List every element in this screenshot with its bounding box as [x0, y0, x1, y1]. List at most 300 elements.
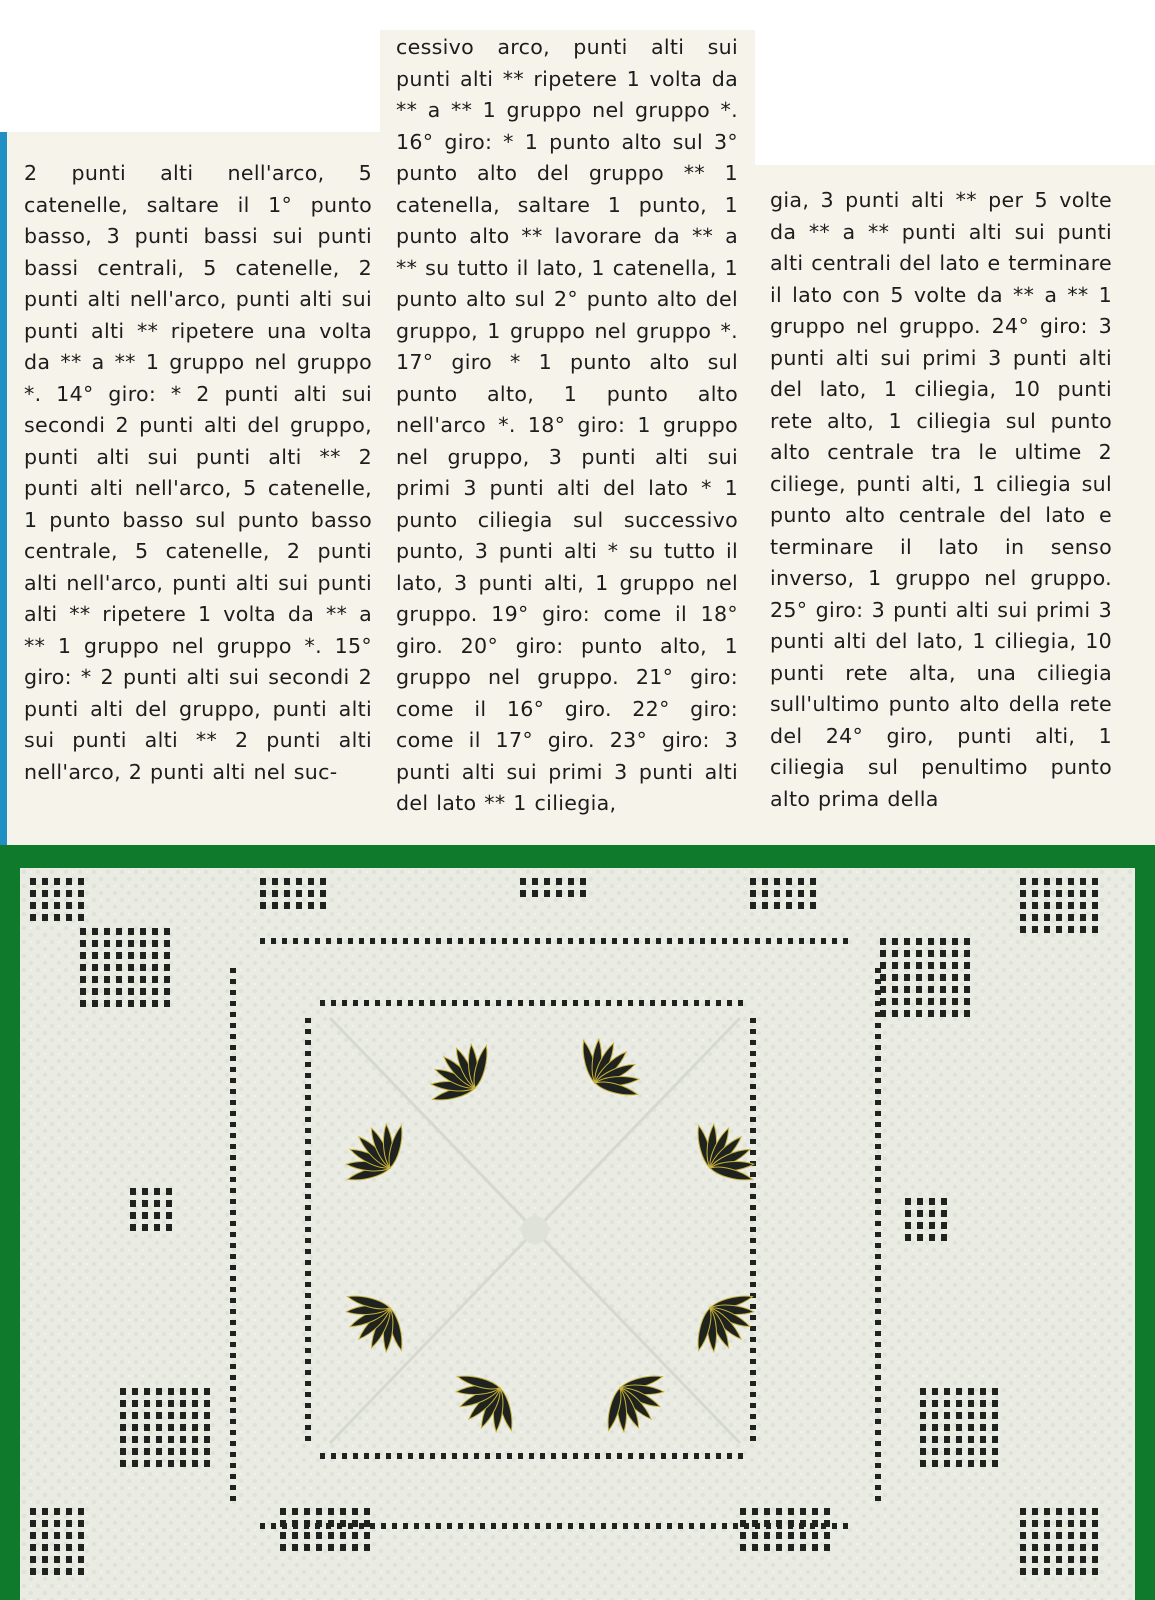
mesh-block-bottom-right	[992, 1412, 998, 1419]
mesh-strip-top-middle	[556, 878, 562, 885]
mesh-strip-bottom	[328, 1532, 334, 1539]
mesh-corner-bottom-left	[78, 1568, 84, 1575]
mesh-corner-top-right	[1056, 914, 1062, 921]
mesh-motif-left	[130, 1188, 136, 1195]
mesh-motif-left	[142, 1200, 148, 1207]
eyelet-col-outer-left	[230, 1331, 236, 1336]
eyelet-row-inner-bottom	[364, 1453, 369, 1459]
mesh-block-bottom-right	[980, 1400, 986, 1407]
mesh-motif-right	[929, 1234, 935, 1241]
mesh-block-bottom-left	[168, 1448, 174, 1455]
eyelet-row-outer-top	[777, 938, 782, 944]
mesh-corner-bottom-right	[1044, 1532, 1050, 1539]
mesh-block-bottom-left	[120, 1424, 126, 1431]
mesh-block-bottom-right	[992, 1400, 998, 1407]
eyelet-col-inner-left	[305, 1260, 311, 1265]
eyelet-row-outer-top	[469, 938, 474, 944]
eyelet-row-outer-bottom	[370, 1523, 375, 1529]
mesh-strip-bottom-right	[740, 1544, 746, 1551]
mesh-strip-bottom	[352, 1544, 358, 1551]
mesh-block-bottom-left	[120, 1436, 126, 1443]
mesh-block-bottom-right	[992, 1436, 998, 1443]
mesh-block-top-right	[880, 986, 886, 993]
mesh-corner-bottom-right	[1068, 1556, 1074, 1563]
mesh-corner-bottom-left	[30, 1556, 36, 1563]
eyelet-row-outer-top	[689, 938, 694, 944]
mesh-strip-bottom-right	[812, 1520, 818, 1527]
eyelet-col-outer-left	[230, 979, 236, 984]
mesh-strip-bottom-right	[764, 1520, 770, 1527]
eyelet-col-outer-left	[230, 1408, 236, 1413]
mesh-block-top-left	[116, 1000, 122, 1007]
mesh-block-bottom-right	[920, 1400, 926, 1407]
eyelet-row-inner-bottom	[716, 1453, 721, 1459]
mesh-block-top-left	[164, 952, 170, 959]
mesh-corner-bottom-left	[42, 1556, 48, 1563]
mesh-motif-right	[941, 1210, 947, 1217]
mesh-block-top-left	[164, 988, 170, 995]
mesh-motif-left	[130, 1224, 136, 1231]
mesh-block-bottom-left	[156, 1460, 162, 1467]
mesh-corner-bottom-right	[1092, 1568, 1098, 1575]
mesh-block-top-left	[104, 940, 110, 947]
mesh-corner-bottom-right	[1068, 1532, 1074, 1539]
eyelet-col-outer-left	[230, 1144, 236, 1149]
eyelet-col-inner-left	[305, 1095, 311, 1100]
mesh-block-bottom-left	[132, 1460, 138, 1467]
mesh-block-bottom-left	[192, 1436, 198, 1443]
mesh-motif-left	[130, 1212, 136, 1219]
eyelet-col-inner-left	[305, 1315, 311, 1320]
eyelet-col-outer-right	[875, 1309, 881, 1314]
mesh-block-bottom-left	[168, 1400, 174, 1407]
mesh-corner-bottom-left	[66, 1520, 72, 1527]
eyelet-col-inner-left	[305, 1150, 311, 1155]
eyelet-col-outer-left	[230, 1276, 236, 1281]
eyelet-row-outer-top	[425, 938, 430, 944]
eyelet-col-inner-left	[305, 1238, 311, 1243]
eyelet-row-inner-top	[441, 1000, 446, 1006]
eyelet-row-inner-top	[518, 1000, 523, 1006]
mesh-strip-top	[308, 878, 314, 885]
eyelet-row-outer-bottom	[601, 1523, 606, 1529]
mesh-strip-top	[320, 902, 326, 909]
mesh-block-top-right	[940, 950, 946, 957]
eyelet-col-outer-right	[875, 1243, 881, 1248]
eyelet-row-inner-top	[573, 1000, 578, 1006]
eyelet-col-inner-right	[750, 1040, 756, 1045]
mesh-corner-top-left	[54, 890, 60, 897]
mesh-corner-bottom-right	[1044, 1544, 1050, 1551]
mesh-block-top-right	[892, 938, 898, 945]
eyelet-row-inner-top	[650, 1000, 655, 1006]
mesh-block-top-left	[104, 928, 110, 935]
eyelet-col-outer-right	[875, 1463, 881, 1468]
mesh-block-bottom-left	[180, 1388, 186, 1395]
mesh-corner-bottom-left	[78, 1544, 84, 1551]
eyelet-col-inner-left	[305, 1073, 311, 1078]
eyelet-col-outer-left	[230, 1265, 236, 1270]
mesh-block-bottom-left	[156, 1388, 162, 1395]
mesh-block-top-right	[928, 998, 934, 1005]
mesh-block-bottom-left	[204, 1448, 210, 1455]
mesh-block-top-left	[80, 952, 86, 959]
mesh-block-top-left	[80, 988, 86, 995]
mesh-block-bottom-left	[144, 1460, 150, 1467]
mesh-corner-top-right	[1056, 890, 1062, 897]
eyelet-row-outer-top	[546, 938, 551, 944]
mesh-block-top-right	[904, 962, 910, 969]
eyelet-row-outer-top	[271, 938, 276, 944]
mesh-corner-bottom-right	[1080, 1544, 1086, 1551]
eyelet-col-outer-right	[875, 1474, 881, 1479]
eyelet-row-outer-bottom	[447, 1523, 452, 1529]
eyelet-row-inner-bottom	[551, 1453, 556, 1459]
eyelet-col-outer-right	[875, 1056, 881, 1061]
eyelet-col-outer-left	[230, 1078, 236, 1083]
mesh-block-top-left	[152, 952, 158, 959]
mesh-corner-bottom-right	[1044, 1520, 1050, 1527]
eyelet-col-outer-right	[875, 1254, 881, 1259]
eyelet-row-inner-top	[419, 1000, 424, 1006]
mesh-motif-right	[929, 1198, 935, 1205]
mesh-corner-top-left	[42, 878, 48, 885]
eyelet-row-outer-top	[414, 938, 419, 944]
eyelet-row-outer-top	[381, 938, 386, 944]
eyelet-col-outer-left	[230, 1166, 236, 1171]
eyelet-row-outer-top	[315, 938, 320, 944]
eyelet-col-inner-left	[305, 1304, 311, 1309]
mesh-corner-top-left	[30, 890, 36, 897]
mesh-strip-bottom-right	[764, 1508, 770, 1515]
eyelet-col-outer-right	[875, 1375, 881, 1380]
mesh-block-top-left	[92, 952, 98, 959]
mesh-strip-bottom	[364, 1532, 370, 1539]
eyelet-col-outer-left	[230, 1441, 236, 1446]
eyelet-col-outer-right	[875, 1089, 881, 1094]
eyelet-row-inner-bottom	[397, 1453, 402, 1459]
mesh-block-bottom-left	[180, 1436, 186, 1443]
mesh-corner-bottom-right	[1068, 1508, 1074, 1515]
eyelet-row-inner-top	[705, 1000, 710, 1006]
mesh-motif-left	[154, 1224, 160, 1231]
eyelet-col-outer-right	[875, 1122, 881, 1127]
mesh-block-top-right	[892, 998, 898, 1005]
mesh-block-bottom-right	[944, 1424, 950, 1431]
mesh-corner-top-left	[66, 878, 72, 885]
mesh-corner-top-right	[1092, 902, 1098, 909]
mesh-strip-bottom	[340, 1532, 346, 1539]
eyelet-row-outer-top	[491, 938, 496, 944]
mesh-corner-bottom-right	[1020, 1508, 1026, 1515]
eyelet-col-inner-left	[305, 1029, 311, 1034]
eyelet-row-outer-top	[579, 938, 584, 944]
mesh-corner-top-right	[1092, 914, 1098, 921]
mesh-corner-top-right	[1044, 878, 1050, 885]
mesh-corner-bottom-right	[1056, 1508, 1062, 1515]
eyelet-col-outer-right	[875, 1441, 881, 1446]
mesh-corner-bottom-right	[1032, 1544, 1038, 1551]
eyelet-col-inner-right	[750, 1227, 756, 1232]
mesh-block-top-left	[104, 1000, 110, 1007]
mesh-strip-bottom	[340, 1544, 346, 1551]
mesh-block-top-left	[152, 964, 158, 971]
mesh-strip-bottom	[328, 1508, 334, 1515]
mesh-strip-bottom-right	[800, 1544, 806, 1551]
eyelet-col-inner-right	[750, 1205, 756, 1210]
mesh-block-bottom-right	[956, 1412, 962, 1419]
mesh-block-top-left	[128, 964, 134, 971]
eyelet-col-inner-right	[750, 1216, 756, 1221]
mesh-block-top-right	[964, 938, 970, 945]
mesh-block-bottom-left	[168, 1460, 174, 1467]
eyelet-col-inner-right	[750, 1348, 756, 1353]
eyelet-col-outer-right	[875, 1364, 881, 1369]
mesh-strip-bottom-right	[740, 1508, 746, 1515]
eyelet-col-inner-right	[750, 1150, 756, 1155]
eyelet-row-inner-bottom	[518, 1453, 523, 1459]
eyelet-row-outer-top	[337, 938, 342, 944]
mesh-strip-bottom	[292, 1520, 298, 1527]
mesh-corner-bottom-right	[1068, 1544, 1074, 1551]
mesh-strip-bottom-right	[752, 1532, 758, 1539]
mesh-block-top-right	[916, 1010, 922, 1017]
eyelet-col-inner-right	[750, 1194, 756, 1199]
eyelet-row-outer-top	[711, 938, 716, 944]
mesh-strip-bottom	[280, 1544, 286, 1551]
eyelet-col-outer-left	[230, 1342, 236, 1347]
mesh-strip-bottom	[292, 1544, 298, 1551]
mesh-strip-top	[260, 902, 266, 909]
column-1-text: 2 punti alti nell'arco, 5 catenelle, saltare il 1° punto basso, 3 punti bassi sui punti bassi centrali, 5 catenelle, 2 punti alti nell'arco, punti alti sui punti alti ** ripetere una volta da ** a ** 1 gruppo nel gruppo *. 14° giro: * 2 punti alti sui secondi 2 punti alti del gruppo, punti alti sui punti alti ** 2 punti alti nell'arco, 5 catenelle, 1 punto basso sul punto basso centrale, 5 catenelle, 2 punti alti nell'arco, punti alti sui punti alti ** ripetere 1 volta da ** a ** 1 gruppo nel gruppo *. 15° giro: * 2 punti alti sui secondi 2 punti alti del gruppo, punti alti sui punti alti ** 2 punti alti nell'arco, 2 punti alti nel suc-	[24, 161, 372, 784]
mesh-corner-top-right	[1068, 926, 1074, 933]
eyelet-col-outer-left	[230, 1320, 236, 1325]
eyelet-col-outer-left	[230, 1353, 236, 1358]
mesh-block-top-right	[928, 974, 934, 981]
mesh-block-bottom-left	[204, 1424, 210, 1431]
eyelet-row-inner-bottom	[694, 1453, 699, 1459]
mesh-block-top-right	[940, 986, 946, 993]
eyelet-row-outer-top	[667, 938, 672, 944]
mesh-strip-top	[284, 902, 290, 909]
eyelet-row-outer-bottom	[700, 1523, 705, 1529]
eyelet-col-inner-right	[750, 1139, 756, 1144]
mesh-block-top-left	[140, 976, 146, 983]
eyelet-col-outer-left	[230, 1122, 236, 1127]
mesh-corner-bottom-right	[1032, 1568, 1038, 1575]
eyelet-row-inner-bottom	[584, 1453, 589, 1459]
eyelet-row-inner-bottom	[320, 1453, 325, 1459]
mesh-strip-top-middle	[568, 878, 574, 885]
mesh-block-top-left	[128, 976, 134, 983]
eyelet-row-outer-bottom	[667, 1523, 672, 1529]
mesh-strip-bottom-right	[764, 1532, 770, 1539]
eyelet-row-outer-top	[458, 938, 463, 944]
mesh-corner-top-right	[1032, 914, 1038, 921]
eyelet-col-inner-left	[305, 1139, 311, 1144]
mesh-block-top-left	[164, 1000, 170, 1007]
eyelet-row-outer-top	[799, 938, 804, 944]
mesh-block-top-left	[128, 952, 134, 959]
mesh-block-top-left	[140, 940, 146, 947]
mesh-block-bottom-right	[992, 1448, 998, 1455]
mesh-corner-top-right	[1080, 890, 1086, 897]
mesh-corner-bottom-right	[1032, 1508, 1038, 1515]
mesh-strip-top-middle	[544, 878, 550, 885]
mesh-corner-top-right	[1020, 890, 1026, 897]
mesh-block-bottom-left	[156, 1424, 162, 1431]
mesh-strip-bottom	[364, 1508, 370, 1515]
eyelet-row-outer-top	[810, 938, 815, 944]
mesh-motif-right	[905, 1210, 911, 1217]
eyelet-row-inner-bottom	[595, 1453, 600, 1459]
mesh-corner-top-left	[42, 890, 48, 897]
mesh-corner-bottom-left	[54, 1556, 60, 1563]
mesh-corner-top-right	[1044, 926, 1050, 933]
mesh-corner-bottom-right	[1068, 1520, 1074, 1527]
mesh-strip-top	[296, 902, 302, 909]
mesh-block-top-right	[928, 950, 934, 957]
mesh-strip-top-middle	[532, 878, 538, 885]
eyelet-row-inner-bottom	[639, 1453, 644, 1459]
eyelet-col-outer-right	[875, 1419, 881, 1424]
mesh-corner-top-right	[1044, 890, 1050, 897]
mesh-block-bottom-left	[168, 1412, 174, 1419]
eyelet-row-outer-bottom	[568, 1523, 573, 1529]
mesh-strip-bottom-right	[812, 1532, 818, 1539]
mesh-block-bottom-left	[156, 1436, 162, 1443]
mesh-strip-top-right	[774, 878, 780, 885]
eyelet-col-outer-right	[875, 1276, 881, 1281]
eyelet-row-outer-top	[766, 938, 771, 944]
mesh-corner-bottom-right	[1032, 1520, 1038, 1527]
mesh-block-bottom-right	[920, 1436, 926, 1443]
eyelet-row-outer-bottom	[612, 1523, 617, 1529]
mesh-strip-top-middle	[556, 890, 562, 897]
mesh-motif-right	[905, 1198, 911, 1205]
mesh-strip-top-right	[762, 890, 768, 897]
mesh-motif-left	[142, 1188, 148, 1195]
eyelet-row-inner-top	[562, 1000, 567, 1006]
eyelet-row-outer-top	[678, 938, 683, 944]
mesh-strip-bottom	[292, 1532, 298, 1539]
mesh-corner-top-right	[1056, 902, 1062, 909]
mesh-corner-top-left	[66, 902, 72, 909]
mesh-strip-top-right	[786, 902, 792, 909]
mesh-block-top-right	[916, 998, 922, 1005]
mesh-corner-top-left	[54, 902, 60, 909]
mesh-strip-top-right	[750, 878, 756, 885]
mesh-corner-top-right	[1032, 902, 1038, 909]
mesh-strip-top-right	[798, 878, 804, 885]
mesh-block-bottom-left	[204, 1436, 210, 1443]
eyelet-col-outer-left	[230, 1364, 236, 1369]
mesh-strip-bottom-right	[752, 1508, 758, 1515]
eyelet-row-outer-top	[645, 938, 650, 944]
mesh-strip-bottom-right	[752, 1544, 758, 1551]
eyelet-row-outer-bottom	[689, 1523, 694, 1529]
mesh-strip-top	[260, 890, 266, 897]
eyelet-row-outer-bottom	[843, 1523, 848, 1529]
mesh-strip-bottom	[328, 1520, 334, 1527]
mesh-strip-bottom-right	[788, 1544, 794, 1551]
mesh-block-bottom-left	[156, 1400, 162, 1407]
eyelet-row-inner-top	[617, 1000, 622, 1006]
mesh-block-top-left	[92, 1000, 98, 1007]
mesh-block-bottom-right	[980, 1388, 986, 1395]
mesh-block-bottom-right	[980, 1436, 986, 1443]
mesh-strip-top	[272, 890, 278, 897]
text-column-3	[770, 185, 1112, 815]
mesh-block-top-right	[880, 1010, 886, 1017]
eyelet-col-outer-left	[230, 1199, 236, 1204]
eyelet-row-inner-top	[661, 1000, 666, 1006]
eyelet-col-outer-right	[875, 1100, 881, 1105]
mesh-block-bottom-left	[156, 1412, 162, 1419]
eyelet-row-outer-bottom	[381, 1523, 386, 1529]
eyelet-col-outer-left	[230, 1496, 236, 1501]
mesh-corner-bottom-left	[66, 1568, 72, 1575]
eyelet-col-outer-right	[875, 1045, 881, 1050]
mesh-block-bottom-left	[144, 1400, 150, 1407]
mesh-block-bottom-right	[932, 1460, 938, 1467]
eyelet-col-outer-left	[230, 1430, 236, 1435]
mesh-strip-top-right	[762, 878, 768, 885]
eyelet-row-outer-bottom	[711, 1523, 716, 1529]
mesh-corner-top-left	[42, 914, 48, 921]
mesh-corner-bottom-right	[1032, 1556, 1038, 1563]
eyelet-row-inner-bottom	[705, 1453, 710, 1459]
mesh-block-bottom-right	[932, 1436, 938, 1443]
mesh-motif-right	[917, 1198, 923, 1205]
eyelet-row-outer-top	[524, 938, 529, 944]
eyelet-row-inner-top	[584, 1000, 589, 1006]
mesh-block-bottom-left	[204, 1412, 210, 1419]
mesh-corner-top-right	[1020, 878, 1026, 885]
column-2-text: cessivo arco, punti alti sui punti alti ** ripetere 1 volta da ** a ** 1 gruppo nel gruppo *. 16° giro: * 1 punto alto sul 3° punto alto del gruppo ** 1 catenella, saltare 1 punto, 1 punto alto ** lavorare da ** a ** su tutto il lato, 1 catenella, 1 punto alto sul 2° punto alto del gruppo, 1 gruppo nel gruppo *. 17° giro * 1 punto alto sul punto alto, 1 punto alto nell'arco *. 18° giro: 1 gruppo nel gruppo, 3 punti alti sui primi 3 punti alti del lato * 1 punto ciliegia sul successivo punto, 3 punti alti * su tutto il lato, 3 punti alti, 1 gruppo nel gruppo. 19° giro: come il 18° giro. 20° giro: punto alto, 1 gruppo nel gruppo. 21° giro: come il 16° giro. 22° giro: come il 17° giro. 23° giro: 3 punti alti sui primi 3 punti alti del lato ** 1 ciliegia,	[396, 35, 738, 815]
mesh-motif-left	[166, 1200, 172, 1207]
mesh-strip-top-right	[798, 902, 804, 909]
mesh-corner-bottom-right	[1080, 1556, 1086, 1563]
eyelet-row-outer-top	[282, 938, 287, 944]
mesh-corner-top-right	[1032, 890, 1038, 897]
eyelet-col-inner-left	[305, 1249, 311, 1254]
eyelet-col-outer-right	[875, 1034, 881, 1039]
eyelet-row-outer-bottom	[271, 1523, 276, 1529]
mesh-corner-bottom-right	[1080, 1568, 1086, 1575]
eyelet-row-inner-bottom	[672, 1453, 677, 1459]
mesh-block-bottom-right	[920, 1388, 926, 1395]
mesh-corner-bottom-left	[66, 1556, 72, 1563]
eyelet-col-outer-left	[230, 1397, 236, 1402]
eyelet-col-outer-left	[230, 1485, 236, 1490]
mesh-block-top-left	[128, 940, 134, 947]
eyelet-row-outer-bottom	[359, 1523, 364, 1529]
eyelet-col-outer-right	[875, 1287, 881, 1292]
mesh-motif-right	[941, 1234, 947, 1241]
eyelet-row-outer-bottom	[425, 1523, 430, 1529]
eyelet-col-outer-right	[875, 1320, 881, 1325]
eyelet-row-inner-bottom	[441, 1453, 446, 1459]
mesh-corner-top-left	[66, 890, 72, 897]
mesh-motif-left	[154, 1188, 160, 1195]
mesh-corner-bottom-left	[54, 1568, 60, 1575]
mesh-block-bottom-left	[204, 1400, 210, 1407]
mesh-block-top-left	[164, 964, 170, 971]
mesh-block-top-left	[140, 928, 146, 935]
mesh-block-top-left	[116, 988, 122, 995]
mesh-block-bottom-left	[120, 1400, 126, 1407]
